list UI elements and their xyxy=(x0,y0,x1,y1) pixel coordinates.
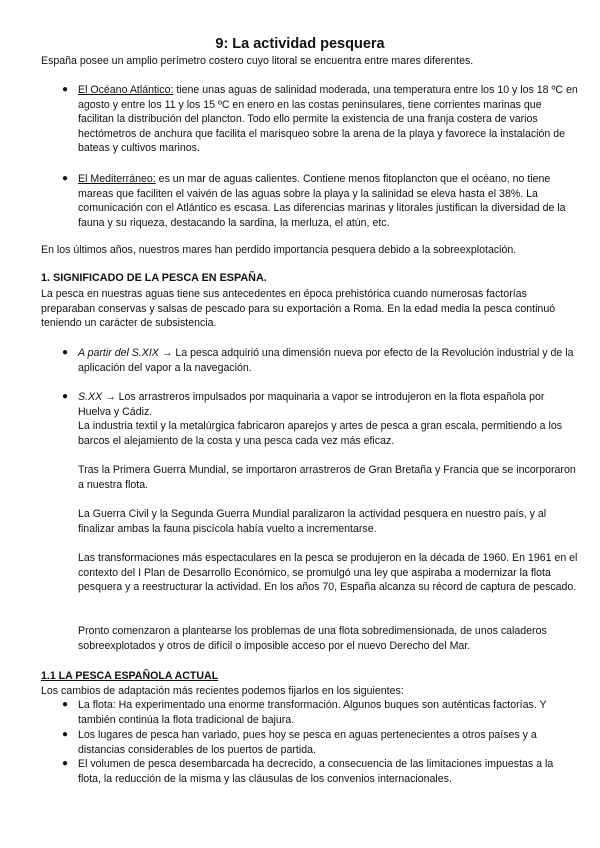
list-item-volume: El volumen de pesca desembarcada ha decrecido, a consecuencia de las limitaciones impuestas a la flota, la reducción de la misma y las cláusulas de los convenios internacionales. xyxy=(78,758,554,785)
arrow-icon: → xyxy=(102,391,119,403)
mediterranean-text: es un mar de aguas calientes. Contiene menos fitoplancton que el océano, no tiene mareas que faciliten el vaivén de las aguas sobre la playa y la salinidad se eleva hasta el 38%. La comunicación con el Atlántico es escasa. Las diferencias marinas y litorales justifican la diversidad de la fauna y su riqueza, destacando la sardina, la merluza, el atún, etc. xyxy=(78,173,566,229)
s19-text: La pesca adquirió una dimensión nueva por efecto de la Revolución industrial y de la aplicación del vapor a la navegación. xyxy=(78,347,574,374)
s20-text: Los arrastreros impulsados por maquinaria a vapor se introdujeron en la flota española por Huelva y Cádiz. xyxy=(78,391,545,418)
bullet-marker: ● xyxy=(62,391,69,402)
section-1-1-intro: Los cambios de adaptación más recientes podemos fijarlos en los siguientes: xyxy=(41,685,404,697)
s20-paragraph-first-war: Tras la Primera Guerra Mundial, se importaron arrastreros de Gran Bretaña y Francia que se incorporaron a nuestra flota. xyxy=(78,464,576,491)
term-mediterranean: El Mediterráneo: xyxy=(78,173,156,185)
bullet-marker: ● xyxy=(62,758,69,769)
bullet-marker: ● xyxy=(62,173,69,184)
bullet-marker: ● xyxy=(62,347,69,358)
atlantic-text: tiene unas aguas de salinidad moderada, una temperatura entre los 10 y los 18 ºC en agosto y entre los 11 y los 15 ºC en enero en las costas peninsulares, tiene corrientes marinas que facilitan la distribución del plancton. Todo ello permite la existencia de una franja costera de varios hectómetros de anchura que facilita el marisqueo sobre la arena de la playa y favorece la instalación de bateas y cultivos marinos. xyxy=(78,84,578,155)
section-1-1-heading: 1.1 LA PESCA ESPAÑOLA ACTUAL xyxy=(41,670,219,682)
page-title: 9: La actividad pesquera xyxy=(215,36,385,52)
s20-paragraph-industry: La industria textil y la metalúrgica fabricaron aparejos y artes de pesca a gran escala, permitiendo a los barcos el alejamiento de la costa y una pesca cada vez más eficaz. xyxy=(78,420,563,447)
s19-lead: A partir del S.XIX xyxy=(78,347,159,359)
arrow-icon: → xyxy=(158,347,176,359)
s20-paragraph-civil-war: La Guerra Civil y la Segunda Guerra Mundial paralizaron la actividad pesquera en nuestro país, y al finalizar ambas la fauna piscícola había vuelto a incrementarse. xyxy=(78,508,547,535)
s20-paragraph-problems: Pronto comenzaron a plantearse los problemas de una flota sobredimensionada, de unos caladeros sobreexplotados y otros de difícil o imposible acceso por el nuevo Derecho del Mar. xyxy=(78,625,547,652)
term-atlantic: El Océano Atlántico: xyxy=(78,84,174,96)
list-item-s20 xyxy=(78,390,578,419)
list-item-fleet: La flota: Ha experimentado una enorme transformación. Algunos buques son auténticas factorías. Y también continúa la flota tradicional de bajura. xyxy=(78,699,547,726)
list-item-mediterranean xyxy=(78,172,578,230)
bullet-marker: ● xyxy=(62,699,69,710)
section-1-intro: La pesca en nuestras aguas tiene sus antecedentes en época prehistórica cuando numerosas factorías preparaban conservas y salsas de pescado para su exportación a Roma. En la edad media la pesca continuó teniendo un carácter de subsistencia. xyxy=(41,288,556,330)
bullet-marker: ● xyxy=(62,84,69,95)
section-1-heading: 1. SIGNIFICADO DE LA PESCA EN ESPAÑA. xyxy=(41,272,267,284)
s20-lead: S.XX xyxy=(78,391,103,403)
intro-paragraph: España posee un amplio perímetro costero cuyo litoral se encuentra entre mares diferentes. xyxy=(41,55,474,67)
list-item-fishing-places: Los lugares de pesca han variado, pues hoy se pesca en aguas pertenecientes a otros países y a distancias considerables de los puertos de partida. xyxy=(78,729,537,756)
bullet-marker: ● xyxy=(62,729,69,740)
overexploitation-paragraph: En los últimos años, nuestros mares han perdido importancia pesquera debido a la sobreexplotación. xyxy=(41,244,517,256)
list-item-s19 xyxy=(78,346,578,375)
s20-paragraph-1960s: Las transformaciones más espectaculares en la pesca se produjeron en la década de 1960. En 1961 en el contexto del I Plan de Desarrollo Económico, se promulgó una ley que aspiraba a modernizar la flota pesquera y a reestructurar la actividad. En los años 70, España alcanza su récord de captura de pescado. xyxy=(78,552,578,594)
list-item-atlantic xyxy=(78,83,578,156)
